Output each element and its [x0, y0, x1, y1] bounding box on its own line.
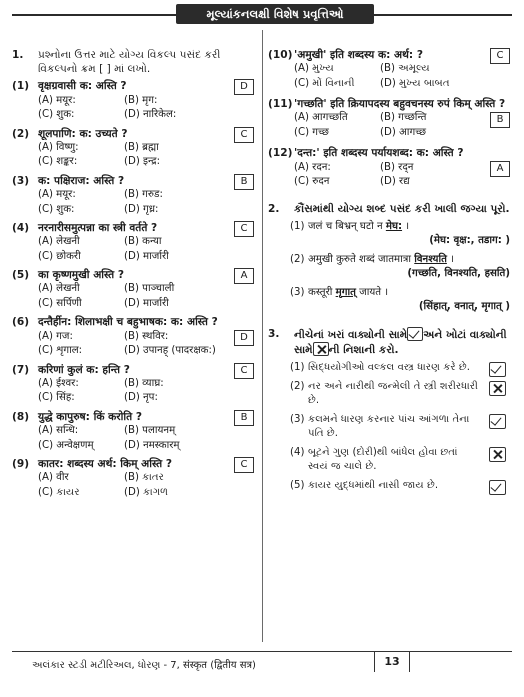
option: (B) कन्या: [124, 236, 162, 248]
option: (C) કાયર: [38, 486, 80, 498]
right-column: [268, 48, 514, 493]
options-grid: [38, 94, 258, 123]
option: (C) शङ्कर:: [38, 156, 78, 168]
true-false-item: [290, 380, 514, 409]
tick-mark-icon: [407, 327, 423, 341]
question-number: (6): [12, 316, 30, 329]
answer-box: A: [490, 161, 510, 177]
instruction-part: ની નિશાની કરો.: [328, 344, 399, 357]
question-block: [268, 48, 514, 91]
option: (D) મુખ્ય બાબત: [380, 77, 450, 89]
option: (C) सिंह:: [38, 392, 75, 404]
question-text: वृक्षग्रवासी क: अस्ति ?: [38, 80, 127, 93]
option: (C) अन्वेक्षणम्: [38, 439, 94, 451]
true-false-item: [290, 479, 514, 494]
option: (D) इन्द्र:: [124, 156, 161, 168]
answer-box: C: [234, 363, 254, 379]
question-number: 2.: [268, 202, 280, 215]
page-footer: [12, 651, 512, 674]
question-text: क: पक्षिराज: अस्ति ?: [38, 174, 125, 187]
filled-answer: मेघ:: [385, 220, 403, 232]
option: (A) गज:: [38, 330, 73, 342]
item-number: (4): [290, 446, 305, 458]
option: (C) शुक:: [38, 203, 75, 215]
question-block: [12, 221, 258, 264]
tick-mark-icon: [489, 362, 506, 377]
options-grid: [38, 235, 258, 264]
option: (A) आगच्छति: [294, 112, 348, 124]
question-block: [268, 202, 514, 315]
option: (D) नमस्कारम्: [124, 439, 180, 451]
question-number: (12): [268, 147, 293, 160]
fill-blank-item: [290, 253, 514, 282]
question-block: [12, 79, 258, 122]
item-number: (3): [290, 413, 305, 425]
true-false-item: [290, 446, 514, 475]
question-text: 'अमुखी' इति शब्दस्य क: अर्थ: ?: [294, 49, 423, 61]
question-number: (11): [268, 98, 293, 111]
options-grid: [38, 377, 258, 406]
answer-box: C: [490, 48, 510, 64]
option: (B) કાતર: [124, 472, 164, 484]
question-number: (2): [12, 127, 30, 140]
answer-box: C: [234, 221, 254, 237]
options-grid: [38, 141, 258, 170]
option: (C) મોં વિનાની: [294, 77, 355, 89]
question-text: दन्तैर्हीन: शिलाभक्षी च बहुभाषक: क: अस्ति ?: [38, 316, 218, 329]
question-block: [12, 268, 258, 311]
item-number: (2): [290, 253, 305, 265]
option: (D) नारिकेल:: [124, 109, 177, 121]
cross-mark-icon: [313, 342, 329, 356]
answer-box: B: [490, 112, 510, 128]
sentence-post: ।: [402, 220, 410, 232]
question-number: (4): [12, 222, 30, 235]
sentence-pre: अमुखी कुरुते शब्दं जातमात्रा: [308, 253, 415, 265]
options-grid: [294, 161, 514, 190]
sentence-pre: जलं च बिभ्रन् घटो न: [308, 220, 386, 232]
option: (A) वीर: [38, 472, 69, 484]
option: (D) उपानह् (पादरक्षक:): [124, 345, 216, 357]
statement: નર અને નારીથી જન્મેલી તે સ્ત્રી શરીરધારી છે.: [308, 380, 478, 407]
option: (A) ईश्वर:: [38, 377, 79, 389]
filled-answer: मृगात्: [335, 286, 356, 298]
answer-box: B: [234, 410, 254, 426]
statement: સિદ્ધયોગીઓ વલ્કલ વસ્ત્ર ધારણ કરે છે.: [308, 362, 471, 374]
question-block: [268, 146, 514, 189]
cross-mark-icon: [489, 381, 506, 396]
question-text: नरनारीसमुत्पन्ना का स्त्री वर्तते ?: [38, 222, 158, 235]
section-title-banner: મૂલ્યાંકનલક્ષી વિશેષ પ્રવૃત્તિઓ: [176, 4, 374, 24]
instruction-part: અને ખોટાં વાક્યોની સામે: [294, 328, 507, 357]
sentence-post: ।: [446, 253, 454, 265]
item-number: (2): [290, 380, 305, 392]
question-block: [12, 48, 258, 76]
true-false-item: [290, 361, 514, 376]
option: (D) नृप:: [124, 392, 158, 404]
question-text: પ્રશ્નોના ઉત્તર માટે યોગ્ય વિકલ્પ પસંદ કરી વિકલ્પનો ક્રમ [ ] માં લખો.: [38, 49, 221, 76]
question-text: युद्धे कापुरुष: किं करोति ?: [38, 410, 142, 423]
question-number: (9): [12, 458, 30, 471]
tick-mark-icon: [489, 414, 506, 429]
option: (D) रद्य: [380, 176, 410, 188]
question-block: [12, 363, 258, 406]
item-number: (5): [290, 479, 305, 491]
column-divider: [262, 30, 263, 642]
word-choices: (मेघ: वृक्ष:, तडाग: ): [429, 235, 510, 247]
question-block: [268, 97, 514, 140]
question-block: [12, 174, 258, 217]
options-grid: [38, 188, 258, 217]
cross-mark-icon: [489, 447, 506, 462]
word-choices: (गच्छति, विनश्यति, हसति): [407, 268, 510, 280]
option: (A) मयूर:: [38, 189, 76, 201]
answer-box: A: [234, 268, 254, 284]
option: (C) शुक:: [38, 109, 75, 121]
option: (B) स्थविर:: [124, 330, 169, 342]
word-choices: (सिंहात्, वनात्, मृगात् ): [418, 301, 510, 313]
sentence-post: जायते ।: [355, 286, 389, 298]
answer-box: B: [234, 174, 254, 190]
options-grid: [38, 330, 258, 359]
page-number: 13: [374, 651, 410, 672]
option: (B) रद्न: [380, 161, 414, 173]
question-text: કૌંસમાંથી યોગ્ય શબ્દ પસંદ કરી ખાલી જગ્યા પૂરો.: [294, 202, 510, 215]
option: (B) ब्रह्मा: [124, 141, 159, 153]
filled-answer: विनश्यति: [414, 253, 447, 265]
question-text: [294, 327, 514, 357]
question-number: (1): [12, 80, 30, 93]
instruction-part: નીચેનાં ખરાં વાક્યોની સામે: [294, 328, 408, 341]
question-text: कातर: शब्दस्य अर्थ: किम् अस्ति ?: [38, 458, 173, 471]
option: (B) गच्छन्ति: [380, 112, 427, 124]
left-column: [12, 48, 258, 500]
option: (C) सर्पिणी: [38, 297, 82, 309]
tick-mark-icon: [489, 480, 506, 495]
question-text: 'गच्छति' इति क्रियापदस्य बहुवचनस्य रुपं किम् अस्ति ?: [294, 98, 506, 111]
option: (D) गृध्र:: [124, 203, 159, 215]
answer-box: C: [234, 127, 254, 143]
true-false-item: [290, 413, 514, 442]
question-text: करिणां कुलं क: हन्ति ?: [38, 363, 130, 376]
question-number: 1.: [12, 49, 24, 61]
sentence-pre: कस्तूरी: [308, 286, 336, 298]
question-number: (5): [12, 269, 30, 282]
question-text: का कृष्णमुखी अस्ति ?: [38, 269, 125, 282]
option: (A) लेखनी: [38, 236, 80, 248]
options-grid: [38, 424, 258, 453]
option: (D) मार्जारी: [124, 297, 169, 309]
option: (A) सन्धि:: [38, 425, 79, 437]
option: (A) रदन:: [294, 161, 331, 173]
options-grid: [294, 62, 514, 91]
question-block: [12, 127, 258, 170]
options-grid: [294, 111, 514, 140]
option: (B) पाञ्चाली: [124, 283, 175, 295]
question-block: [12, 457, 258, 500]
question-block: [268, 327, 514, 493]
option: (B) અમૂલ્ય: [380, 63, 430, 75]
options-grid: [38, 282, 258, 311]
options-grid: [38, 471, 258, 500]
answer-box: D: [234, 330, 254, 346]
option: (A) विष्णु:: [38, 141, 79, 153]
option: (A) लेखनी: [38, 283, 80, 295]
option: (B) गरुड:: [124, 189, 163, 201]
option: (B) व्याघ्र:: [124, 377, 164, 389]
fill-blank-item: [290, 220, 514, 249]
statement: કાયર યુદ્ધમાંથી નાસી જાય છે.: [308, 479, 439, 491]
option: (C) रुदन: [294, 176, 330, 188]
option: (B) मृग:: [124, 94, 158, 106]
question-text: शूलपाणि: क: उच्यते ?: [38, 127, 128, 140]
option: (C) गच्छ: [294, 126, 329, 138]
question-number: 3.: [268, 327, 280, 340]
answer-box: C: [234, 457, 254, 473]
fill-blank-item: [290, 286, 514, 315]
item-number: (3): [290, 286, 305, 298]
answer-box: D: [234, 79, 254, 95]
statement: કલમને ધારણ કરનાર પાંચ આંગળા તેના પતિ છે.: [308, 413, 470, 440]
question-block: [12, 410, 258, 453]
question-block: [12, 315, 258, 358]
option: (A) મુખ્ય: [294, 63, 334, 75]
option: (B) पलायनम्: [124, 425, 176, 437]
item-number: (1): [290, 220, 305, 232]
question-number: (10): [268, 49, 293, 61]
footer-text: અલંકાર સ્ટડી મટીરિઅલ, ધોરણ - 7, संस्कृत (द्वितीय सत्र): [32, 660, 256, 671]
option: (C) छोकरी: [38, 250, 81, 262]
option: (D) કાગળ: [124, 486, 169, 498]
question-number: (8): [12, 410, 30, 423]
question-text: 'दन्त:' इति शब्दस्य पर्यायशब्द: क: अस्ति ?: [294, 147, 464, 160]
question-number: (3): [12, 174, 30, 187]
option: (D) आगच्छ: [380, 126, 427, 138]
statement: બૂટને ગુણ (દોરી)થી બાંધેલ હોવા છતાં સ્વયં જ ચાલે છે.: [308, 446, 458, 473]
item-number: (1): [290, 362, 305, 374]
option: (D) मार्जारी: [124, 250, 169, 262]
question-number: (7): [12, 363, 30, 376]
option: (A) मयूर:: [38, 94, 76, 106]
option: (C) शृगाल:: [38, 345, 83, 357]
